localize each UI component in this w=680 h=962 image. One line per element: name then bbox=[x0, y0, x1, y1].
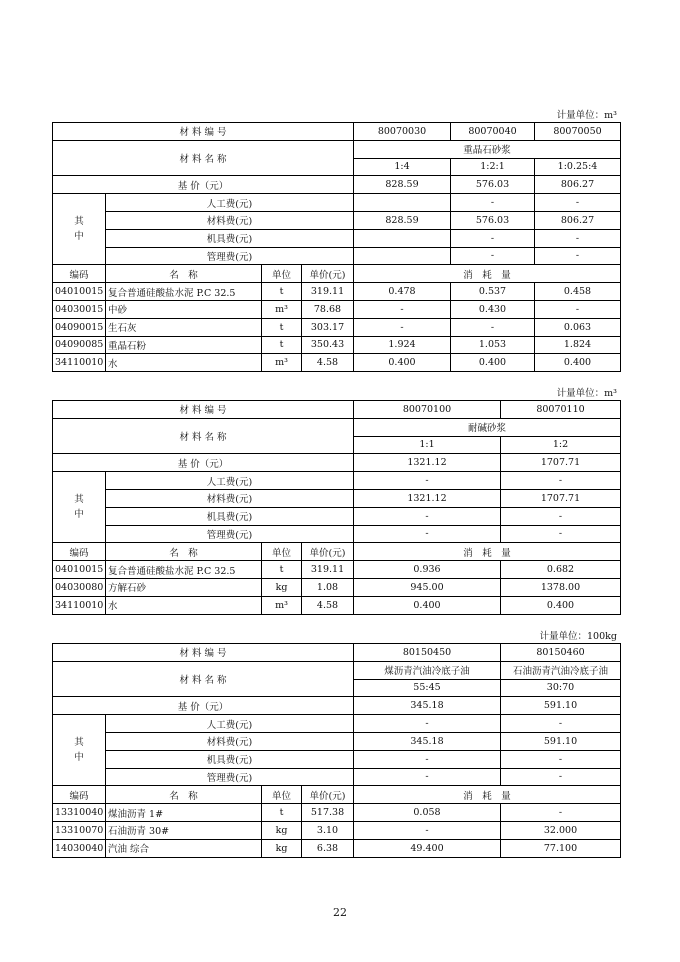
item-name: 方解石砂 bbox=[106, 578, 262, 596]
material-no-label: 材 料 编 号 bbox=[53, 123, 354, 141]
base-price-row bbox=[53, 176, 621, 194]
item-consumption: 49.400 bbox=[354, 839, 501, 857]
item-consumption: - bbox=[535, 300, 621, 318]
sub-cost-label: 材料费(元) bbox=[106, 211, 354, 229]
sub-cost-value: 576.03 bbox=[451, 211, 535, 229]
item-name: 煤油沥青 1# bbox=[106, 804, 262, 822]
material-name: 煤沥青汽油冷底子油 bbox=[354, 661, 501, 679]
material-name-label: 材 料 名 称 bbox=[53, 418, 354, 454]
sub-cost-row bbox=[53, 768, 621, 786]
item-code: 34110010 bbox=[53, 354, 106, 372]
column-header-row bbox=[53, 265, 621, 283]
table-row bbox=[53, 283, 621, 301]
item-consumption: 0.400 bbox=[451, 354, 535, 372]
material-no-row bbox=[53, 401, 621, 419]
sub-cost-label: 机具费(元) bbox=[106, 507, 354, 525]
material-name-label: 材 料 名 称 bbox=[53, 140, 354, 176]
unit-label-3: 计量单位：100kg bbox=[539, 631, 617, 642]
sub-cost-label: 管理费(元) bbox=[106, 525, 354, 543]
sub-cost-label: 人工费(元) bbox=[106, 472, 354, 490]
sub-cost-label: 材料费(元) bbox=[106, 732, 354, 750]
material-name-row bbox=[53, 661, 621, 679]
material-name: 耐碱砂浆 bbox=[354, 418, 621, 436]
material-code: 80070030 bbox=[354, 123, 451, 141]
mix-ratio: 55:45 bbox=[354, 679, 501, 697]
item-name: 重晶石粉 bbox=[106, 336, 262, 354]
material-no-row bbox=[53, 644, 621, 662]
col-header-price: 单价(元) bbox=[302, 265, 354, 283]
item-code: 04010015 bbox=[53, 561, 106, 579]
base-price: 345.18 bbox=[354, 697, 501, 715]
item-unit: t bbox=[262, 561, 302, 579]
item-unit: kg bbox=[262, 578, 302, 596]
item-consumption: - bbox=[451, 318, 535, 336]
material-table-2 bbox=[52, 400, 621, 615]
item-consumption: 0.400 bbox=[354, 354, 451, 372]
material-code: 80150450 bbox=[354, 644, 501, 662]
item-unit: m³ bbox=[262, 354, 302, 372]
material-code: 80070100 bbox=[354, 401, 501, 419]
item-consumption: 1.924 bbox=[354, 336, 451, 354]
sub-cost-row bbox=[53, 194, 621, 212]
sub-cost-row bbox=[53, 472, 621, 490]
col-header-price: 单价(元) bbox=[302, 786, 354, 804]
col-header-unit: 单位 bbox=[262, 786, 302, 804]
sub-cost-value: 345.18 bbox=[354, 732, 501, 750]
item-consumption: 1.824 bbox=[535, 336, 621, 354]
material-table-1 bbox=[52, 122, 621, 372]
table-row bbox=[53, 318, 621, 336]
page-number: 22 bbox=[333, 906, 347, 919]
item-code: 04030015 bbox=[53, 300, 106, 318]
base-price: 591.10 bbox=[501, 697, 621, 715]
sub-cost-value: - bbox=[451, 194, 535, 212]
item-price: 3.10 bbox=[302, 821, 354, 839]
sub-cost-label: 材料费(元) bbox=[106, 489, 354, 507]
material-name-row bbox=[53, 140, 621, 158]
item-code: 04090015 bbox=[53, 318, 106, 336]
item-price: 319.11 bbox=[302, 283, 354, 301]
material-no-label: 材 料 编 号 bbox=[53, 401, 354, 419]
col-header-name: 名 称 bbox=[106, 786, 262, 804]
sub-cost-value: - bbox=[354, 768, 501, 786]
base-price: 828.59 bbox=[354, 176, 451, 194]
item-consumption: 945.00 bbox=[354, 578, 501, 596]
sub-cost-value: - bbox=[354, 507, 501, 525]
table-row bbox=[53, 561, 621, 579]
item-code: 13310070 bbox=[53, 821, 106, 839]
base-price: 1321.12 bbox=[354, 454, 501, 472]
material-name-row bbox=[53, 418, 621, 436]
table-row bbox=[53, 804, 621, 822]
sub-cost-row bbox=[53, 247, 621, 265]
sub-cost-value bbox=[354, 247, 451, 265]
item-name: 复合普通硅酸盐水泥 P.C 32.5 bbox=[106, 283, 262, 301]
material-code: 80070050 bbox=[535, 123, 621, 141]
item-consumption: 1378.00 bbox=[501, 578, 621, 596]
mix-ratio: 30:70 bbox=[501, 679, 621, 697]
item-name: 水 bbox=[106, 596, 262, 614]
sub-cost-value: - bbox=[535, 247, 621, 265]
item-price: 517.38 bbox=[302, 804, 354, 822]
table-row bbox=[53, 821, 621, 839]
base-price: 1707.71 bbox=[501, 454, 621, 472]
among-label: 其 中 bbox=[53, 715, 106, 786]
column-header-row bbox=[53, 543, 621, 561]
material-code: 80070110 bbox=[501, 401, 621, 419]
item-unit: t bbox=[262, 283, 302, 301]
item-consumption: 0.537 bbox=[451, 283, 535, 301]
item-code: 04010015 bbox=[53, 283, 106, 301]
among-label: 其 中 bbox=[53, 194, 106, 265]
sub-cost-value: - bbox=[501, 525, 621, 543]
item-code: 34110010 bbox=[53, 596, 106, 614]
item-unit: t bbox=[262, 318, 302, 336]
base-price-row bbox=[53, 697, 621, 715]
item-consumption: 77.100 bbox=[501, 839, 621, 857]
base-price: 806.27 bbox=[535, 176, 621, 194]
sub-cost-row bbox=[53, 489, 621, 507]
item-consumption: 0.400 bbox=[354, 596, 501, 614]
item-price: 303.17 bbox=[302, 318, 354, 336]
item-unit: kg bbox=[262, 839, 302, 857]
sub-cost-row bbox=[53, 715, 621, 733]
sub-cost-row bbox=[53, 732, 621, 750]
mix-ratio: 1:0.25:4 bbox=[535, 158, 621, 176]
sub-cost-value: 591.10 bbox=[501, 732, 621, 750]
item-price: 78.68 bbox=[302, 300, 354, 318]
item-name: 中砂 bbox=[106, 300, 262, 318]
sub-cost-value: - bbox=[451, 229, 535, 247]
sub-cost-value bbox=[354, 194, 451, 212]
material-name: 重晶石砂浆 bbox=[354, 140, 621, 158]
sub-cost-value: 1707.71 bbox=[501, 489, 621, 507]
sub-cost-value bbox=[354, 229, 451, 247]
table-row bbox=[53, 336, 621, 354]
sub-cost-value: 828.59 bbox=[354, 211, 451, 229]
table-row bbox=[53, 354, 621, 372]
sub-cost-row bbox=[53, 525, 621, 543]
item-consumption: - bbox=[501, 804, 621, 822]
sub-cost-value: - bbox=[535, 194, 621, 212]
sub-cost-value: - bbox=[354, 472, 501, 490]
item-consumption: 0.936 bbox=[354, 561, 501, 579]
item-code: 04030080 bbox=[53, 578, 106, 596]
table-row bbox=[53, 578, 621, 596]
sub-cost-value: 806.27 bbox=[535, 211, 621, 229]
sub-cost-value: - bbox=[501, 750, 621, 768]
among-label: 其 中 bbox=[53, 472, 106, 543]
item-consumption: 0.400 bbox=[501, 596, 621, 614]
item-name: 水 bbox=[106, 354, 262, 372]
item-name: 汽油 综合 bbox=[106, 839, 262, 857]
col-header-consumption: 消 耗 量 bbox=[354, 786, 621, 804]
table-row bbox=[53, 300, 621, 318]
col-header-consumption: 消 耗 量 bbox=[354, 265, 621, 283]
col-header-name: 名 称 bbox=[106, 265, 262, 283]
sub-cost-value: - bbox=[501, 472, 621, 490]
sub-cost-value: - bbox=[354, 525, 501, 543]
column-header-row bbox=[53, 786, 621, 804]
item-unit: t bbox=[262, 336, 302, 354]
item-unit: kg bbox=[262, 821, 302, 839]
item-consumption: 0.478 bbox=[354, 283, 451, 301]
sub-cost-row bbox=[53, 507, 621, 525]
item-consumption: - bbox=[354, 318, 451, 336]
table-row bbox=[53, 839, 621, 857]
unit-label-2: 计量单位：m³ bbox=[556, 388, 617, 399]
sub-cost-row bbox=[53, 229, 621, 247]
base-price-label: 基 价（元） bbox=[53, 176, 354, 194]
sub-cost-value: - bbox=[451, 247, 535, 265]
col-header-name: 名 称 bbox=[106, 543, 262, 561]
table-row bbox=[53, 596, 621, 614]
material-code: 80150460 bbox=[501, 644, 621, 662]
item-consumption: 0.682 bbox=[501, 561, 621, 579]
sub-cost-value: - bbox=[501, 768, 621, 786]
item-consumption: 0.063 bbox=[535, 318, 621, 336]
col-header-unit: 单位 bbox=[262, 265, 302, 283]
mix-ratio: 1:2:1 bbox=[451, 158, 535, 176]
material-code: 80070040 bbox=[451, 123, 535, 141]
sub-cost-value: 1321.12 bbox=[354, 489, 501, 507]
base-price-row bbox=[53, 454, 621, 472]
item-price: 6.38 bbox=[302, 839, 354, 857]
item-price: 4.58 bbox=[302, 354, 354, 372]
sub-cost-value: - bbox=[501, 507, 621, 525]
sub-cost-label: 管理费(元) bbox=[106, 247, 354, 265]
item-consumption: - bbox=[354, 300, 451, 318]
col-header-consumption: 消 耗 量 bbox=[354, 543, 621, 561]
col-header-code: 编码 bbox=[53, 265, 106, 283]
material-name-label: 材 料 名 称 bbox=[53, 661, 354, 697]
item-unit: m³ bbox=[262, 596, 302, 614]
item-unit: m³ bbox=[262, 300, 302, 318]
item-name: 生石灰 bbox=[106, 318, 262, 336]
item-unit: t bbox=[262, 804, 302, 822]
sub-cost-row bbox=[53, 750, 621, 768]
sub-cost-label: 机具费(元) bbox=[106, 750, 354, 768]
sub-cost-value: - bbox=[501, 715, 621, 733]
sub-cost-value: - bbox=[354, 715, 501, 733]
col-header-unit: 单位 bbox=[262, 543, 302, 561]
item-consumption: 1.053 bbox=[451, 336, 535, 354]
col-header-price: 单价(元) bbox=[302, 543, 354, 561]
item-price: 4.58 bbox=[302, 596, 354, 614]
sub-cost-label: 管理费(元) bbox=[106, 768, 354, 786]
sub-cost-value: - bbox=[354, 750, 501, 768]
item-consumption: 0.400 bbox=[535, 354, 621, 372]
sub-cost-label: 机具费(元) bbox=[106, 229, 354, 247]
item-code: 13310040 bbox=[53, 804, 106, 822]
mix-ratio: 1:4 bbox=[354, 158, 451, 176]
item-price: 1.08 bbox=[302, 578, 354, 596]
base-price: 576.03 bbox=[451, 176, 535, 194]
item-consumption: - bbox=[354, 821, 501, 839]
base-price-label: 基 价（元） bbox=[53, 697, 354, 715]
item-consumption: 0.458 bbox=[535, 283, 621, 301]
item-name: 石油沥青 30# bbox=[106, 821, 262, 839]
mix-ratio: 1:2 bbox=[501, 436, 621, 454]
item-name: 复合普通硅酸盐水泥 P.C 32.5 bbox=[106, 561, 262, 579]
sub-cost-label: 人工费(元) bbox=[106, 715, 354, 733]
material-table-3 bbox=[52, 643, 621, 858]
unit-label-1: 计量单位：m³ bbox=[556, 110, 617, 121]
sub-cost-value: - bbox=[535, 229, 621, 247]
item-code: 04090085 bbox=[53, 336, 106, 354]
sub-cost-row bbox=[53, 211, 621, 229]
item-consumption: 0.430 bbox=[451, 300, 535, 318]
base-price-label: 基 价（元） bbox=[53, 454, 354, 472]
item-price: 350.43 bbox=[302, 336, 354, 354]
material-name: 石油沥青汽油冷底子油 bbox=[501, 661, 621, 679]
col-header-code: 编码 bbox=[53, 543, 106, 561]
sub-cost-label: 人工费(元) bbox=[106, 194, 354, 212]
material-no-label: 材 料 编 号 bbox=[53, 644, 354, 662]
item-consumption: 32.000 bbox=[501, 821, 621, 839]
item-price: 319.11 bbox=[302, 561, 354, 579]
item-consumption: 0.058 bbox=[354, 804, 501, 822]
item-code: 14030040 bbox=[53, 839, 106, 857]
material-no-row bbox=[53, 123, 621, 141]
col-header-code: 编码 bbox=[53, 786, 106, 804]
mix-ratio: 1:1 bbox=[354, 436, 501, 454]
